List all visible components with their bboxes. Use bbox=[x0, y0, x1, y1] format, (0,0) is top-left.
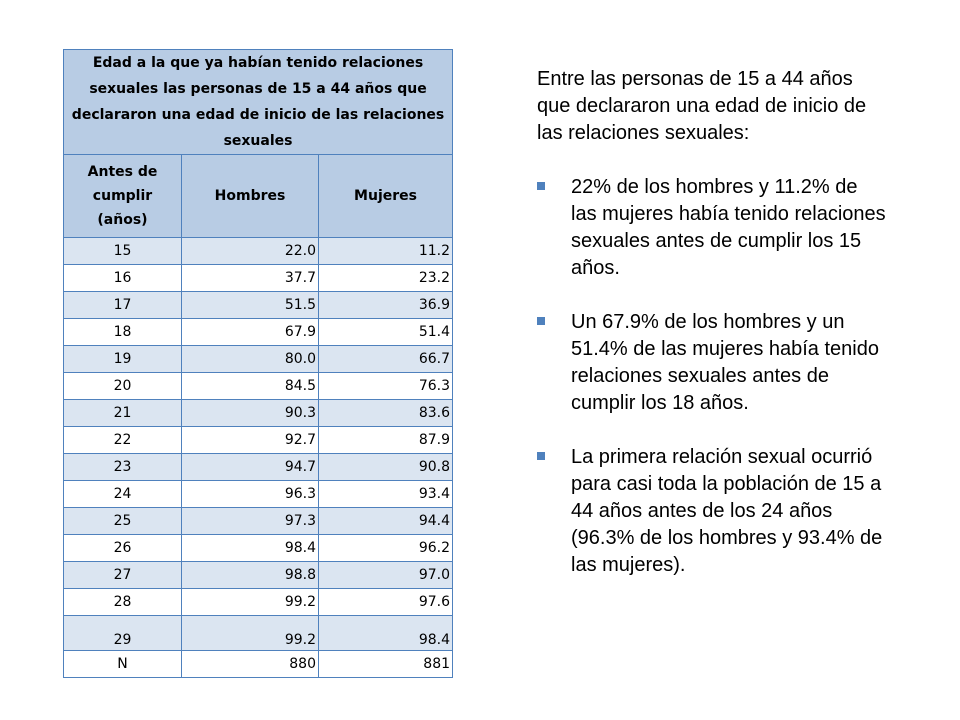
table-row bbox=[64, 292, 453, 319]
cell-women: 98.4 bbox=[319, 616, 453, 651]
cell-age: 21 bbox=[64, 400, 182, 427]
cell-men: 99.2 bbox=[182, 616, 319, 651]
table-row bbox=[64, 400, 453, 427]
cell-men: 37.7 bbox=[182, 265, 319, 292]
cell-age: 26 bbox=[64, 535, 182, 562]
cell-men: 90.3 bbox=[182, 400, 319, 427]
cell-women: 51.4 bbox=[319, 319, 453, 346]
summary-bullet-item bbox=[537, 309, 887, 417]
table-row bbox=[64, 616, 453, 651]
table-row bbox=[64, 427, 453, 454]
cell-age: 29 bbox=[64, 616, 182, 651]
column-header-women: Mujeres bbox=[319, 155, 453, 238]
cell-men: 67.9 bbox=[182, 319, 319, 346]
square-bullet-icon bbox=[537, 452, 545, 460]
cell-women: 96.2 bbox=[319, 535, 453, 562]
table-row bbox=[64, 346, 453, 373]
cell-age: 23 bbox=[64, 454, 182, 481]
table-row bbox=[64, 319, 453, 346]
cell-men: 96.3 bbox=[182, 481, 319, 508]
cell-age: 22 bbox=[64, 427, 182, 454]
table-row bbox=[64, 265, 453, 292]
cell-women: 76.3 bbox=[319, 373, 453, 400]
table-header bbox=[64, 50, 453, 238]
cell-age: 19 bbox=[64, 346, 182, 373]
table-body bbox=[64, 238, 453, 678]
square-bullet-icon bbox=[537, 317, 545, 325]
cell-age: 24 bbox=[64, 481, 182, 508]
table-row bbox=[64, 481, 453, 508]
square-bullet-icon bbox=[537, 182, 545, 190]
summary-bullet-text: La primera relación sexual ocurrió para casi toda la población de 15 a 44 años antes de los 24 años (96.3% de los hombres y 93.4% de las mujeres). bbox=[571, 446, 883, 576]
table-title: Edad a la que ya habían tenido relaciones sexuales las personas de 15 a 44 años que declararon una edad de inicio de las relaciones sexuales bbox=[64, 50, 453, 155]
cell-women: 94.4 bbox=[319, 508, 453, 535]
cell-age: 25 bbox=[64, 508, 182, 535]
table-row bbox=[64, 454, 453, 481]
cell-age: N bbox=[64, 651, 182, 678]
cell-men: 22.0 bbox=[182, 238, 319, 265]
column-header-age: Antes de cumplir (años) bbox=[64, 155, 182, 238]
cell-men: 97.3 bbox=[182, 508, 319, 535]
table-row bbox=[64, 589, 453, 616]
cell-women: 83.6 bbox=[319, 400, 453, 427]
cell-men: 92.7 bbox=[182, 427, 319, 454]
summary-intro: Entre las personas de 15 a 44 años que declararon una edad de inicio de las relaciones sexuales: bbox=[537, 68, 867, 144]
cell-women: 87.9 bbox=[319, 427, 453, 454]
cell-age: 15 bbox=[64, 238, 182, 265]
cell-women: 97.0 bbox=[319, 562, 453, 589]
cell-men: 98.4 bbox=[182, 535, 319, 562]
cell-men: 99.2 bbox=[182, 589, 319, 616]
cell-age: 27 bbox=[64, 562, 182, 589]
cell-age: 17 bbox=[64, 292, 182, 319]
cell-men: 51.5 bbox=[182, 292, 319, 319]
cell-men: 98.8 bbox=[182, 562, 319, 589]
summary-list bbox=[537, 174, 887, 579]
cell-age: 20 bbox=[64, 373, 182, 400]
cell-men: 80.0 bbox=[182, 346, 319, 373]
cell-women: 93.4 bbox=[319, 481, 453, 508]
cell-men: 94.7 bbox=[182, 454, 319, 481]
cell-women: 66.7 bbox=[319, 346, 453, 373]
cell-men: 84.5 bbox=[182, 373, 319, 400]
cell-women: 11.2 bbox=[319, 238, 453, 265]
table-row bbox=[64, 562, 453, 589]
summary-bullet-item bbox=[537, 444, 887, 579]
table-row bbox=[64, 373, 453, 400]
summary-bullet-text: Un 67.9% de los hombres y un 51.4% de las mujeres había tenido relaciones sexuales antes de cumplir los 18 años. bbox=[571, 311, 879, 414]
cell-age: 18 bbox=[64, 319, 182, 346]
cell-women: 23.2 bbox=[319, 265, 453, 292]
cell-age: 16 bbox=[64, 265, 182, 292]
cell-women: 90.8 bbox=[319, 454, 453, 481]
data-table bbox=[63, 49, 453, 678]
cell-women: 97.6 bbox=[319, 589, 453, 616]
table-row bbox=[64, 651, 453, 678]
table-row bbox=[64, 238, 453, 265]
cell-women: 36.9 bbox=[319, 292, 453, 319]
summary-bullet-text: 22% de los hombres y 11.2% de las mujeres había tenido relaciones sexuales antes de cumplir los 15 años. bbox=[571, 176, 886, 279]
table-row bbox=[64, 508, 453, 535]
table-row bbox=[64, 535, 453, 562]
cell-women: 881 bbox=[319, 651, 453, 678]
column-header-men: Hombres bbox=[182, 155, 319, 238]
cell-age: 28 bbox=[64, 589, 182, 616]
cell-men: 880 bbox=[182, 651, 319, 678]
summary-text bbox=[537, 66, 887, 579]
summary-bullet-item bbox=[537, 174, 887, 282]
